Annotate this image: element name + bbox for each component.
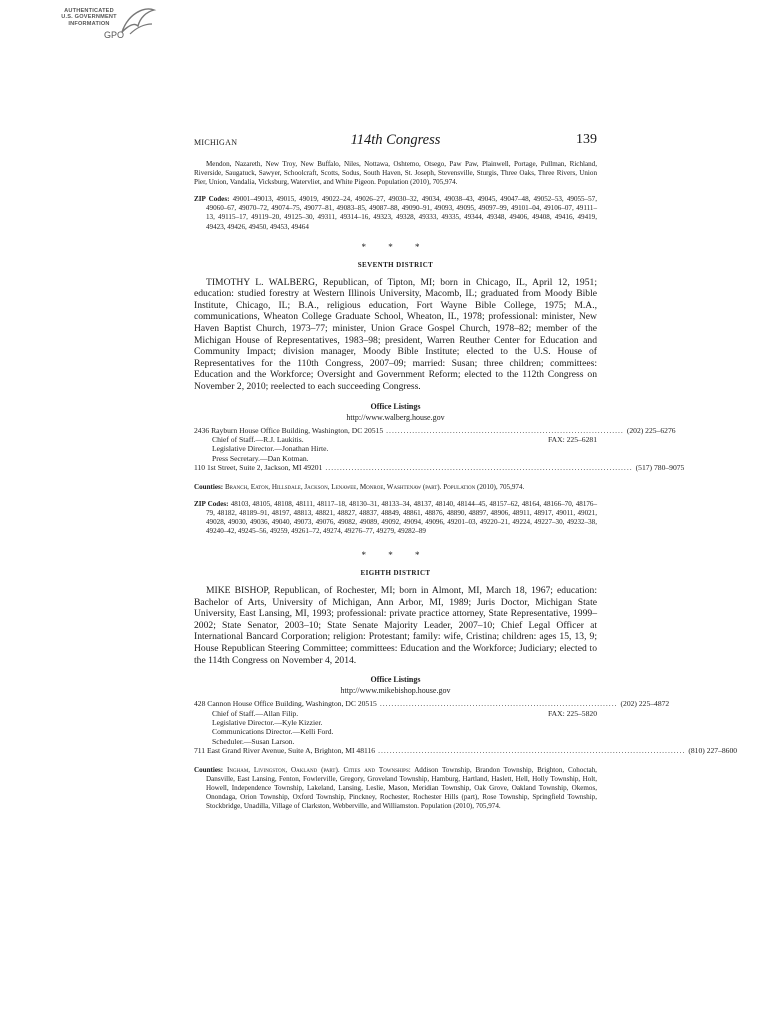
office-district: [194, 463, 685, 473]
staff-row: [194, 444, 597, 453]
office-address: 110 1st Street, Suite 2, Jackson, MI 49201: [194, 463, 323, 473]
eighth-counties: [194, 766, 597, 811]
seventh-district-heading: SEVENTH DISTRICT: [357, 260, 434, 269]
staff-row: [194, 737, 597, 746]
staff-entry: Press Secretary.—Dan Kotman.: [212, 453, 309, 463]
office-address: 2436 Rayburn House Office Building, Washington, DC 20515: [194, 425, 384, 435]
staff-row: [194, 709, 597, 718]
counties-text: Branch, Eaton, Hillsdale, Jackson, Lenawee, Monroe, Washtenaw (part). Population (2010), 705,974.: [224, 482, 525, 491]
zip-text: 49001–49013, 49015, 49019, 49022–24, 49026–27, 49030–32, 49034, 49038–43, 49045, 49047–48, 49052–53, 49055–57, 49060–67, 49070–72, 49074–75, 49077–81, 49083–85, 49087–88, 49090–91, 49093, 49095, 49097–99, 49101–04, 49106–07, 49111–13, 49115–17, 49119–20, 49125–30, 49311, 49314–16, 49323, 49328, 49333, 49335, 49344, 49348, 49406, 49408, 49416, 49419, 49423, 49426, 49450, 49453, 49464: [206, 195, 597, 231]
counties-text: Ingham, Livingston, Oakland (part).: [227, 765, 340, 774]
office-address: 428 Cannon House Office Building, Washington, DC 20515: [194, 699, 377, 709]
staff-entry: Legislative Director.—Jonathan Hirte.: [212, 444, 329, 454]
seal-line-2: U.S. GOVERNMENT: [61, 14, 117, 21]
section-separator: * * *: [361, 241, 430, 252]
seal-gpo-text: GPO: [104, 30, 125, 40]
office-phone: (202) 225–6276: [626, 425, 676, 435]
office-phone: (810) 227–8600: [688, 746, 738, 756]
staff-row: [194, 454, 597, 463]
eighth-office-listings-title: Office Listings: [370, 675, 421, 685]
running-header: [194, 132, 597, 154]
counties-label: Counties:: [194, 482, 224, 491]
seal-text: [58, 8, 120, 27]
seal-line-1: AUTHENTICATED: [64, 8, 114, 14]
office-dc: [194, 699, 670, 709]
cities-label: Cities and Townships:: [343, 765, 411, 774]
staff-entry: Communications Director.—Kelli Ford.: [212, 727, 334, 737]
page-number: 139: [576, 132, 597, 147]
zip-label: ZIP Codes:: [194, 195, 230, 204]
eagle-icon: [118, 4, 158, 44]
office-address: 711 East Grand River Avenue, Suite A, Brighton, MI 48116: [194, 746, 376, 756]
bishop-website-link[interactable]: http://www.mikebishop.house.gov: [340, 686, 451, 696]
zip-label: ZIP Codes:: [194, 499, 229, 508]
staff-row: [194, 727, 597, 736]
office-district: [194, 746, 738, 756]
staff-entry: Scheduler.—Susan Larson.: [212, 736, 295, 746]
office-phone: (517) 780–9075: [635, 463, 685, 473]
seventh-counties: [194, 483, 597, 492]
section-separator: * * *: [361, 550, 430, 561]
staff-entry: Chief of Staff.—Allan Filip.: [212, 708, 299, 718]
zip-text: 48103, 48105, 48108, 48111, 48117–18, 48130–31, 48133–34, 48137, 48140, 48144–45, 48157–62, 48164, 48166–70, 48176–79, 48182, 48189–91, 48197, 48813, 48821, 48827, 48837, 48849, 48861, 48876, 48890, 48897, 48906, 48911, 48917, 49011, 49021, 49028, 49030, 49036, 49040, 49073, 49076, 49082, 49089, 49092, 49094, 49096, 49201–03, 49220–21, 49224, 49227–30, 49232–38, 49240–42, 49245–56, 49259, 49261–72, 49274, 49276–77, 49279, 49282–89: [206, 499, 598, 535]
prev-district-zip-codes: [194, 195, 597, 231]
staff-row: [194, 718, 597, 727]
cities-text: Addison Township, Brandon Township, Brighton, Cohoctah, Dansville, East Lansing, Fenton, Fowlerville, Gregory, Groveland Township, Hamburg, Hartland, Haslett, Hell, Holly Township, Holt, Howell, Independence Township, Lakeland, Lansing, Leslie, Mason, Meridian Township, Oak Grove, Oakland Township, Okemos, Onondaga, Orion Township, Oxford Township, Pinckney, Rochester, Rochester Hills (part), Rose Township, Springfield Township, Stockbridge, Unadilla, Village of Clarkston, Webberville, and Williamston. Population (2010), 705,974.: [206, 765, 597, 811]
counties-label: Counties:: [194, 765, 224, 774]
staff-entry: Legislative Director.—Kyle Kizzier.: [212, 718, 323, 728]
leader-dots: ..................................................................................: [386, 425, 624, 435]
leader-dots: ..........................................................................................................: [325, 463, 633, 473]
leader-dots: ..................................................................................: [379, 699, 618, 709]
header-congress: 114th Congress: [350, 132, 441, 148]
staff-row: [194, 435, 597, 444]
walberg-biography: TIMOTHY L. WALBERG, Republican, of Tipton, MI; born in Chicago, IL, April 12, 1951; education: studied forestry at Western Illinois University, Macomb, IL; graduated from Moody Bible Institute, Chicago, IL; B.A., religious education, Fort Wayne Bible College, 1975; M.A., communications, Wheaton College Graduate School, Wheaton, IL, 1978; professional: minister, New Haven Baptist Church, 1973–77; minister, Union Grace Gospel Church, 1978–82; member of the Michigan House of Representatives, 1983–98; president, Warren Reuther Center for Education and Community Impact; division manager, Moody Bible Institute; elected to the U.S. House of Representatives for the 110th Congress, 2007–09; married: Susan; three children; committees: Education and the Workforce; Oversight and Government Reform; elected to the 112th Congress on November 2, 2010; reelected to each succeeding Congress.: [194, 276, 597, 392]
gpo-authentication-seal: [58, 4, 158, 48]
seventh-office-listings: [194, 425, 685, 473]
document-page: [194, 132, 738, 811]
office-fax: FAX: 225–6281: [547, 435, 597, 444]
seventh-zip-codes: [194, 500, 597, 536]
office-dc: [194, 425, 676, 435]
seventh-office-listings-title: Office Listings: [370, 401, 421, 411]
prev-district-cities: Mendon, Nazareth, New Troy, New Buffalo, Niles, Nottawa, Oshtemo, Otsego, Paw Paw, Plainwell, Portage, Pullman, Richland, Riverside, Saugatuck, Sawyer, Schoolcraft, Scotts, Sodus, South Haven, St. Joseph, Stevensville, Sturgis, Three Oaks, Three Rivers, Union Pier, Union, Vandalia, Vicksburg, Watervliet, and White Pigeon. Population (2010), 705,974.: [194, 160, 597, 187]
office-phone: (202) 225–4872: [620, 699, 670, 709]
eighth-district-heading: EIGHTH DISTRICT: [360, 569, 431, 578]
header-state: MICHIGAN: [194, 138, 238, 147]
leader-dots: ..........................................................................................................: [378, 746, 686, 756]
eighth-office-listings: [194, 699, 738, 756]
walberg-website-link[interactable]: http://www.walberg.house.gov: [346, 412, 445, 422]
seal-line-3: INFORMATION: [68, 20, 110, 27]
bishop-biography: MIKE BISHOP, Republican, of Rochester, MI; born in Almont, MI, March 18, 1967; education: Bachelor of Arts, University of Michigan, Ann Arbor, MI, 1989; Juris Doctor, Michigan State University, East Lansing, MI, 1993; professional: private practice attorney, State Representative, 1999–2002; State Senator, 2003–10; State Senate Majority Leader, 2007–10; Chief Legal Officer at International Bancard Corporation; religion: Protestant; family: wife, Cristina; children: ages 15, 13, 9; House Republican Steering Committee; committees: Education and the Workforce; Judiciary; elected to the 114th Congress on November 4, 2014.: [194, 585, 597, 666]
staff-entry: Chief of Staff.—R.J. Laukitis.: [212, 435, 304, 444]
office-fax: FAX: 225–5820: [547, 708, 597, 718]
